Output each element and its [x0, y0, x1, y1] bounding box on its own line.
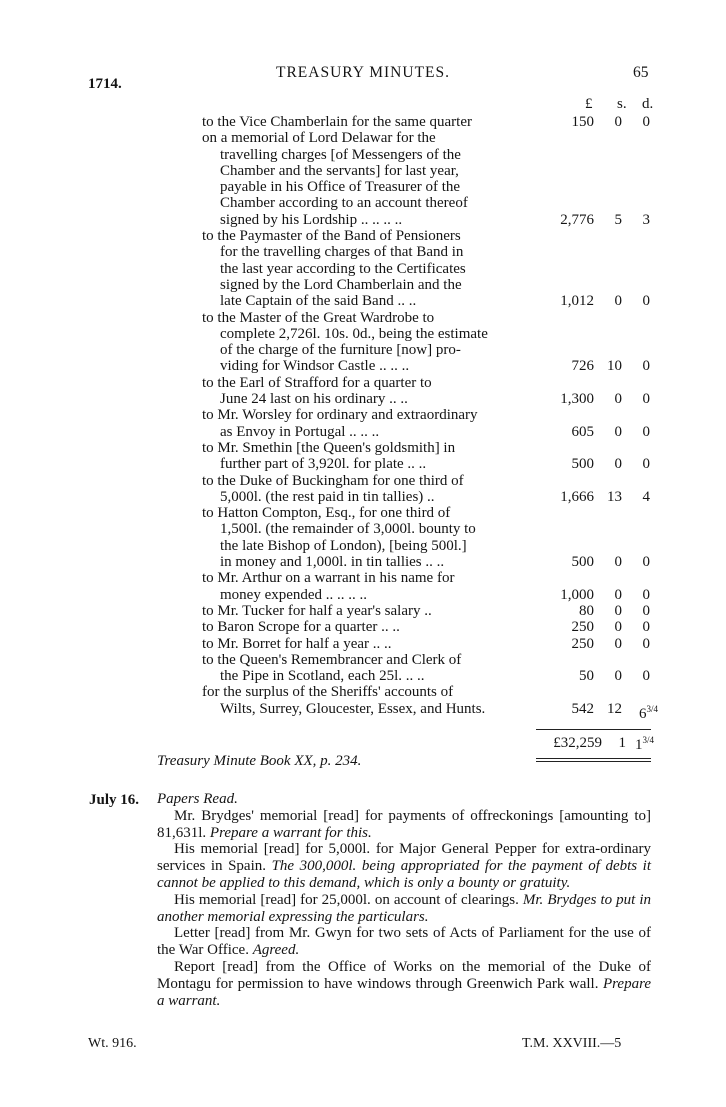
minute-date: July 16.: [89, 792, 140, 808]
amount-pence: [643, 489, 651, 505]
amount-shillings: [615, 114, 623, 130]
amount-pence-value: 3: [642, 211, 650, 228]
total-block: [536, 729, 654, 762]
total-double-rule-bottom: [536, 761, 651, 762]
amount-shillings-value: 0: [614, 391, 622, 408]
entry-line: to the Queen's Remembrancer and Clerk of: [202, 651, 462, 668]
ledger-entry: [0, 473, 726, 506]
amount-pounds-value: 2,776: [560, 211, 594, 228]
amount-pence-value: 0: [642, 619, 650, 636]
entry-line: complete 2,726l. 10s. 0d., being the estimate: [220, 325, 488, 342]
amount-pence: [643, 212, 651, 228]
ledger-entry: [0, 652, 726, 685]
amount-shillings: [607, 358, 622, 374]
entry-amount: [0, 619, 726, 635]
entry-line: to Mr. Worsley for ordinary and extraordinary: [202, 407, 478, 424]
ledger-entry: [0, 375, 726, 408]
amount-pence: [643, 668, 651, 684]
header-year: 1714.: [88, 76, 122, 92]
amount-pence-value: 0: [642, 293, 650, 310]
entry-amount: [0, 489, 726, 505]
amount-shillings: [615, 619, 623, 635]
entry-amount: [0, 700, 726, 722]
amount-pounds: [572, 358, 595, 374]
amount-pence-value: 0: [642, 602, 650, 619]
amount-shillings: [607, 701, 622, 717]
minute-heading: [157, 791, 651, 808]
amount-pence: [643, 391, 651, 407]
entry-amount: [0, 358, 726, 374]
amount-pence: [643, 619, 651, 635]
ledger-entry: [0, 570, 726, 603]
amount-pence: [643, 456, 651, 472]
total-shillings: 1: [618, 735, 626, 751]
amount-shillings: [615, 554, 623, 570]
amount-pence-value: 0: [642, 668, 650, 685]
entry-line: to Mr. Borret for half a year .. ..: [202, 635, 392, 652]
amount-pence-value: 0: [642, 456, 650, 473]
amount-shillings: [615, 636, 623, 652]
entry-line: to Mr. Tucker for half a year's salary ..: [202, 602, 432, 619]
page-number: 65: [633, 64, 649, 81]
entry-line: in money and 1,000l. in tin tallies .. ..: [220, 554, 445, 571]
column-head-pounds: £: [585, 96, 593, 112]
entry-line: to the Vice Chamberlain for the same quarter: [202, 114, 472, 130]
amount-shillings-value: 0: [614, 114, 622, 130]
amount-shillings-value: 0: [614, 619, 622, 636]
amount-pence: [643, 603, 651, 619]
page-title: TREASURY MINUTES.: [275, 64, 451, 81]
entry-amount: [0, 636, 726, 652]
ledger-entry: [0, 130, 726, 228]
minute-paragraph: [157, 841, 651, 891]
amount-pounds: [572, 554, 595, 570]
total-row: [536, 735, 654, 755]
amount-pence-value: 0: [642, 423, 650, 440]
amount-pence-value: 0: [642, 391, 650, 408]
amount-shillings-value: 0: [614, 586, 622, 603]
total-pence-fraction: 3/4: [642, 735, 654, 745]
entry-amount: [0, 587, 726, 603]
total-pence: [635, 735, 654, 754]
ledger-entry: [0, 603, 726, 619]
entry-line: the last year according to the Certificates: [220, 260, 466, 277]
entry-line: to the Master of the Great Wardrobe to: [202, 309, 435, 326]
amount-shillings: [607, 489, 622, 505]
amount-pounds-value: 1,300: [560, 391, 594, 408]
entry-amount: [0, 456, 726, 472]
amount-shillings: [615, 456, 623, 472]
entry-line: 1,500l. (the remainder of 3,000l. bounty to: [220, 521, 476, 538]
entry-amount: [0, 114, 726, 130]
entry-line: to the Paymaster of the Band of Pensioners: [202, 228, 461, 245]
entry-amount: [0, 391, 726, 407]
amount-pounds-value: 500: [571, 554, 594, 571]
amount-pence: [639, 701, 658, 722]
amount-pounds-value: 1,666: [560, 488, 594, 505]
amount-shillings: [615, 668, 623, 684]
ledger-entry: [0, 684, 726, 722]
footer-left: Wt. 916.: [88, 1036, 137, 1051]
ledger-entry: [0, 636, 726, 652]
entry-line: for the travelling charges of that Band in: [220, 244, 464, 261]
minute-order: Prepare a warrant for this.: [209, 824, 372, 841]
entry-amount: [0, 554, 726, 570]
ledger-entry: [0, 310, 726, 375]
amount-pence: [643, 636, 651, 652]
entry-amount: [0, 212, 726, 228]
amount-pounds: [560, 489, 594, 505]
amount-pence: [643, 358, 651, 374]
minute-body: [157, 791, 651, 1009]
amount-pounds: [572, 619, 595, 635]
amount-pence-value: 4: [642, 488, 650, 505]
minute-text: Report [read] from the Office of Works on the memorial of the Duke of Montagu for permission to have windows through Greenwich Park wall.: [157, 958, 651, 992]
entry-line: to the Earl of Strafford for a quarter to: [202, 374, 432, 391]
entry-line: travelling charges [of Messengers of the: [220, 146, 461, 163]
total-pence-int: 1: [634, 737, 643, 753]
entry-amount: [0, 424, 726, 440]
total-double-rule-top: [536, 758, 651, 759]
amount-shillings-value: 0: [614, 668, 622, 685]
minute-paragraph: [157, 925, 651, 959]
minute-text: Letter [read] from Mr. Gwyn for two sets of Acts of Parliament for the use of the War Office.: [157, 925, 651, 959]
ledger-entry: [0, 505, 726, 570]
entry-line: viding for Windsor Castle .. .. ..: [220, 358, 410, 375]
minute-text: His memorial [read] for 5,000l. for Major General Pepper for extra-ordinary services in Spain.: [157, 841, 651, 875]
amount-pence: [643, 587, 651, 603]
amount-pence: [643, 293, 651, 309]
column-head-pence: d.: [642, 96, 654, 112]
amount-shillings-value: 13: [607, 488, 622, 505]
amount-shillings-value: 0: [614, 423, 622, 440]
entry-line: late Captain of the said Band .. ..: [220, 293, 417, 310]
entry-amount: [0, 293, 726, 309]
minute-paragraph: [157, 892, 651, 926]
entry-line: Chamber according to an account thereof: [220, 195, 468, 212]
entry-line: the late Bishop of London), [being 500l.]: [220, 537, 467, 554]
amount-pence-value: 0: [642, 586, 650, 603]
entry-amount: [0, 603, 726, 619]
ledger-entry: [0, 440, 726, 473]
entry-line: of the charge of the furniture [now] pro-: [220, 342, 461, 359]
amount-pounds: [560, 212, 594, 228]
amount-pounds-value: 542: [571, 700, 594, 717]
amount-pounds: [560, 293, 594, 309]
minute-order: The 300,000l. being appropriated for the payment of debts it cannot be applied to this demand, which is only a bounty or gratuity.: [157, 858, 651, 891]
amount-pence-value: 0: [642, 554, 650, 571]
amount-pounds-value: 250: [571, 619, 594, 636]
entry-amount: [0, 668, 726, 684]
amount-pence-value: 0: [642, 358, 650, 375]
ledger-entry: [0, 228, 726, 309]
amount-pence-value: 0: [642, 635, 650, 652]
amount-shillings-value: 12: [607, 700, 622, 717]
amount-pounds: [572, 114, 595, 130]
amount-shillings: [615, 391, 623, 407]
amount-shillings-value: 5: [614, 211, 622, 228]
minute-text: Mr. Brydges' memorial [read] for payments of offreckonings [amounting to] 81,631l.: [157, 807, 651, 841]
amount-shillings-value: 0: [614, 554, 622, 571]
amount-pence: [643, 424, 651, 440]
amount-pounds-value: 500: [571, 456, 594, 473]
entry-line: money expended .. .. .. ..: [220, 586, 368, 603]
amount-shillings-value: 0: [614, 293, 622, 310]
entry-line: signed by his Lordship .. .. .. ..: [220, 211, 403, 228]
amount-pounds: [572, 456, 595, 472]
amount-shillings: [615, 424, 623, 440]
papers-read-heading: Papers Read.: [157, 791, 238, 807]
amount-pounds-value: 250: [571, 635, 594, 652]
entry-line: Wilts, Surrey, Gloucester, Essex, and Hunts.: [220, 700, 486, 717]
minute-paragraph: [157, 959, 651, 1009]
entry-line: signed by the Lord Chamberlain and the: [220, 276, 462, 293]
entry-line: to Mr. Arthur on a warrant in his name for: [202, 570, 455, 587]
ledger-entry: [0, 114, 726, 130]
amount-shillings: [615, 603, 623, 619]
ledger-entry: [0, 619, 726, 635]
minute-order: Agreed.: [252, 942, 300, 959]
amount-pounds-value: 150: [571, 114, 594, 130]
amount-pence-value: 0: [642, 114, 650, 130]
entry-line: further part of 3,920l. for plate .. ..: [220, 456, 427, 473]
amount-pounds: [572, 701, 595, 717]
amount-shillings-value: 0: [614, 456, 622, 473]
amount-shillings-value: 0: [614, 635, 622, 652]
source-citation: Treasury Minute Book XX, p. 234.: [157, 753, 362, 769]
amount-pounds: [572, 636, 595, 652]
minute-paragraph: [157, 808, 651, 842]
entry-line: to Hatton Compton, Esq., for one third of: [202, 505, 451, 522]
entry-line: payable in his Office of Treasurer of the: [220, 179, 461, 196]
entry-line: for the surplus of the Sheriffs' accounts of: [202, 684, 454, 701]
amount-pounds: [579, 603, 594, 619]
entry-line: 5,000l. (the rest paid in tin tallies) ..: [220, 488, 435, 505]
footer-right: T.M. XXVIII.—5: [522, 1036, 622, 1051]
amount-pounds-value: 605: [571, 423, 594, 440]
amount-pounds-value: 726: [571, 358, 594, 375]
total-pounds: £32,259: [553, 735, 602, 751]
entry-line: as Envoy in Portugal .. .. ..: [220, 423, 380, 440]
amount-pounds: [560, 587, 594, 603]
minute-text: His memorial [read] for 25,000l. on account of clearings.: [174, 891, 519, 908]
amount-pounds: [572, 424, 595, 440]
entry-line: to the Duke of Buckingham for one third of: [202, 472, 464, 489]
entry-line: on a memorial of Lord Delawar for the: [202, 130, 436, 147]
amount-pounds: [560, 391, 594, 407]
entry-line: the Pipe in Scotland, each 25l. .. ..: [220, 668, 425, 685]
entry-line: June 24 last on his ordinary .. ..: [220, 391, 408, 408]
amount-pence: [643, 554, 651, 570]
amount-pounds-value: 1,000: [560, 586, 594, 603]
amount-shillings: [615, 587, 623, 603]
entry-line: Chamber and the servants] for last year,: [220, 162, 459, 179]
amount-pence-value: 6: [638, 705, 647, 722]
entry-line: to Baron Scrope for a quarter .. ..: [202, 619, 400, 636]
payment-entries: [0, 114, 726, 722]
amount-shillings: [615, 293, 623, 309]
amount-shillings-value: 10: [607, 358, 622, 375]
entry-line: to Mr. Smethin [the Queen's goldsmith] in: [202, 439, 456, 456]
amount-pounds-value: 80: [579, 602, 594, 619]
column-head-shillings: s.: [617, 96, 627, 112]
amount-pounds-value: 50: [579, 668, 594, 685]
amount-shillings-value: 0: [614, 602, 622, 619]
minute-order: Prepare a warrant.: [157, 975, 652, 1009]
amount-pence: [643, 114, 651, 130]
ledger-entry: [0, 407, 726, 440]
amount-pounds: [579, 668, 594, 684]
amount-pence-fraction: 3/4: [646, 703, 658, 714]
amount-shillings: [615, 212, 623, 228]
total-rule: [536, 729, 651, 730]
amount-pounds-value: 1,012: [560, 293, 594, 310]
minute-order: Mr. Brydges to put in another memorial expressing the particulars.: [157, 891, 651, 925]
